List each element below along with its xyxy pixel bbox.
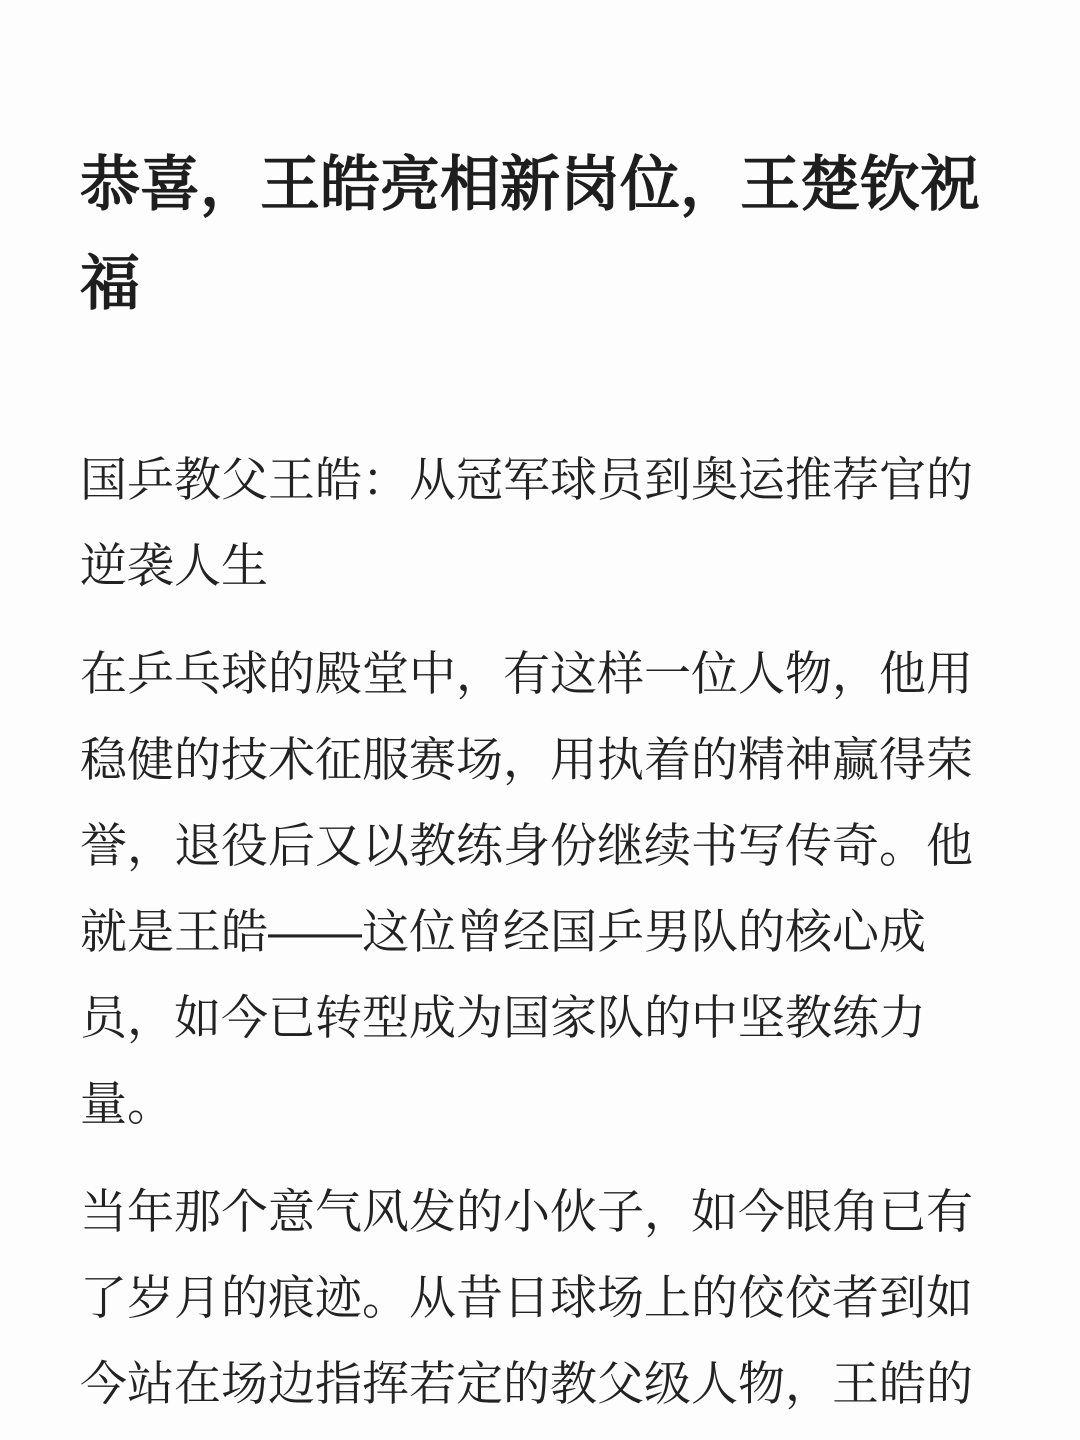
text-line: 员，如今已转型成为国家队的中坚教练力 (80, 991, 926, 1044)
text-line: 在乒乓球的殿堂中，有这样一位人物，他用 (80, 647, 973, 700)
text-line: 国乒教父王皓：从冠军球员到奥运推荐官的 (80, 453, 973, 506)
article-subtitle (80, 437, 1000, 609)
text-line: 了岁月的痕迹。从昔日球场上的佼佼者到如 (80, 1271, 973, 1324)
text-line: 福 (80, 250, 140, 317)
text-line: 量。 (80, 1077, 174, 1130)
article-paragraph-2 (80, 1169, 1000, 1427)
text-line: 恭喜，王皓亮相新岗位，王楚钦祝 (80, 151, 980, 218)
text-line: 就是王皓——这位曾经国乒男队的核心成 (80, 905, 926, 958)
text-line: 稳健的技术征服赛场，用执着的精神赢得荣 (80, 733, 973, 786)
text-line: 今站在场边指挥若定的教父级人物，王皓的 (80, 1357, 973, 1410)
text-line: 逆袭人生 (80, 539, 268, 592)
text-line: 当年那个意气风发的小伙子，如今眼角已有 (80, 1185, 973, 1238)
article-title (80, 135, 1000, 333)
article-paragraph-1 (80, 631, 1000, 1147)
text-line: 誉，退役后又以教练身份继续书写传奇。他 (80, 819, 973, 872)
